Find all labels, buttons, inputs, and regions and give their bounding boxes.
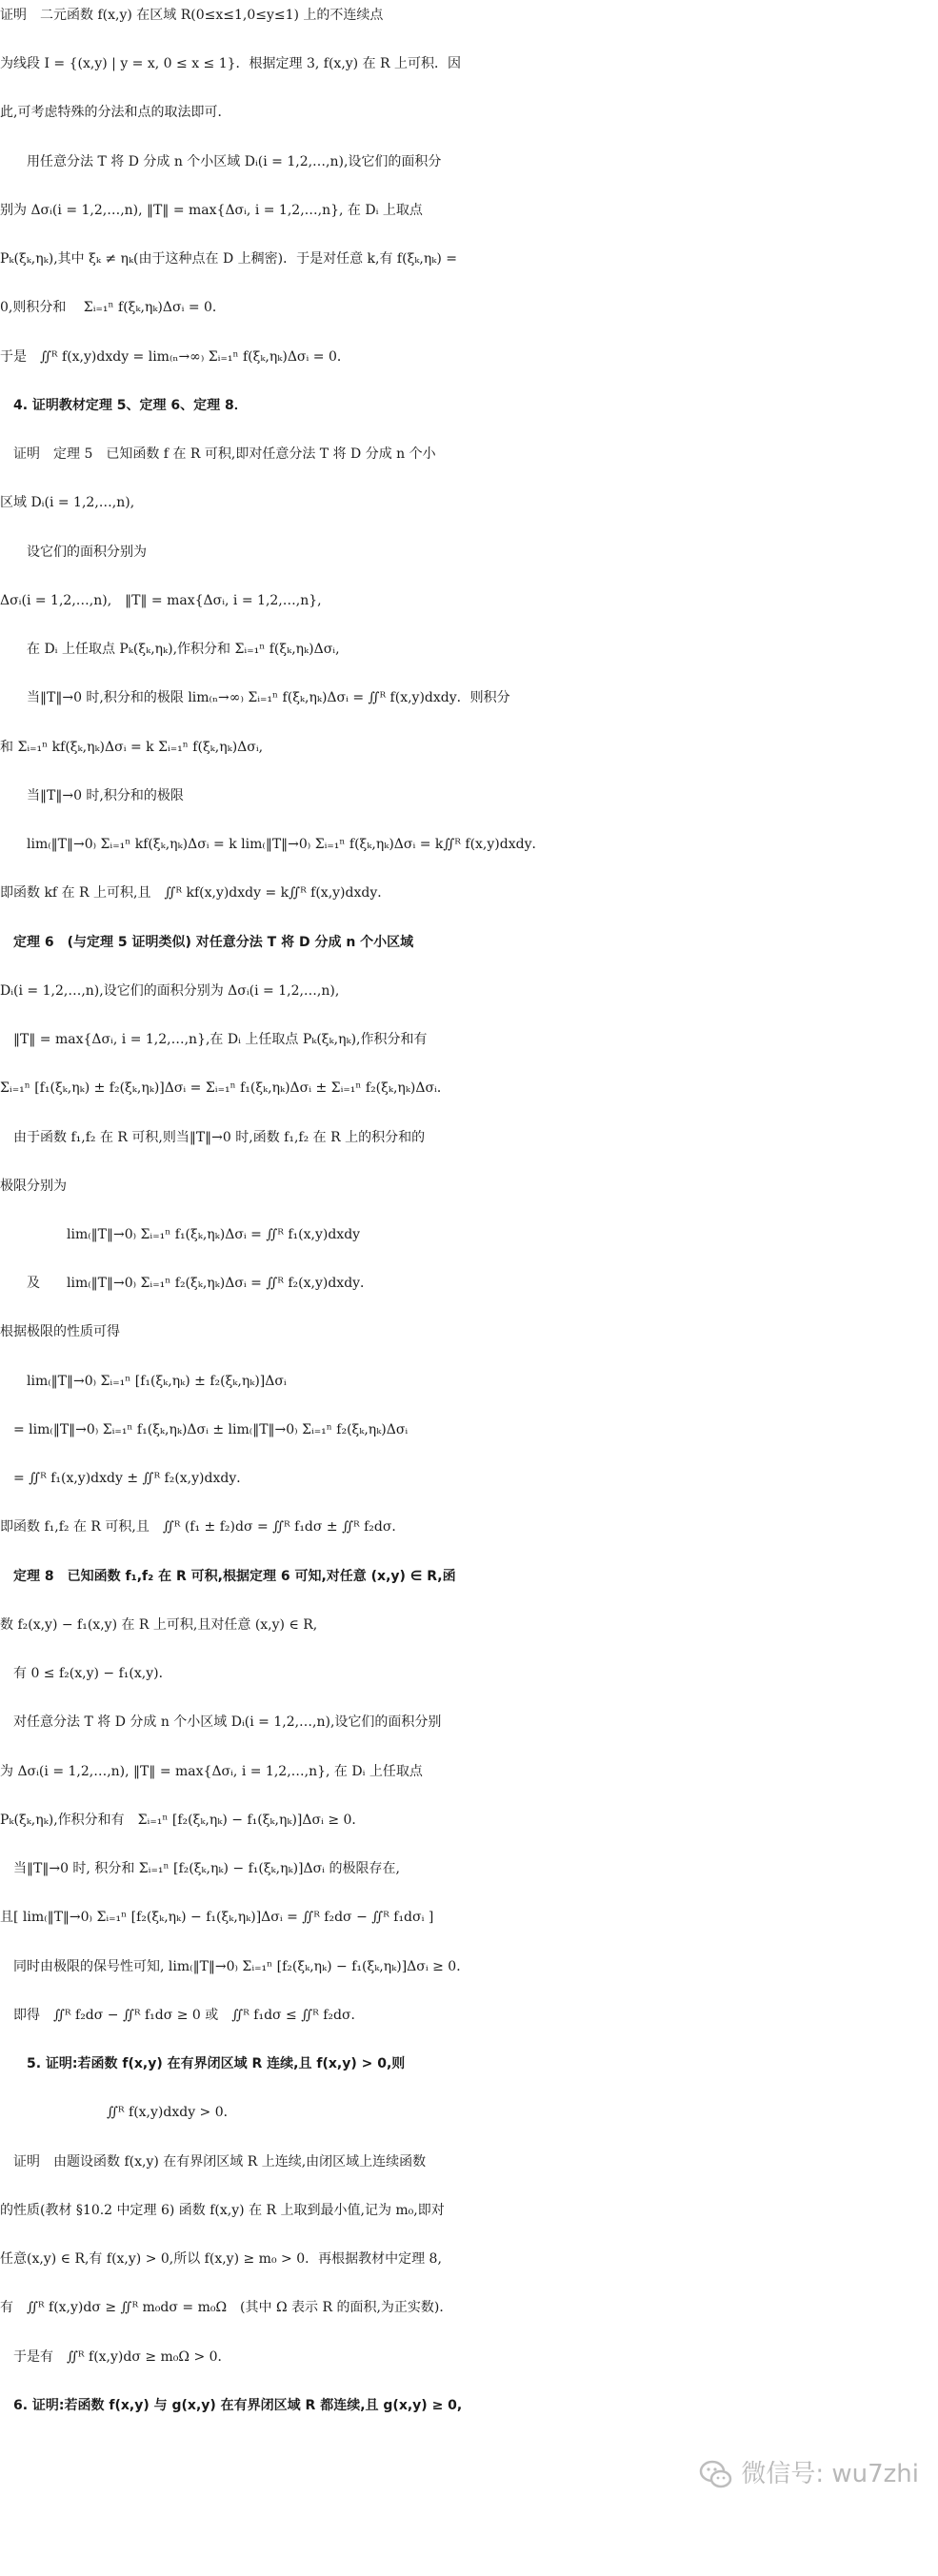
formula-line: = ∬ᴿ f₁(x,y)dxdy ± ∬ᴿ f₂(x,y)dxdy．: [0, 1471, 250, 1487]
text-line: 设它们的面积分别为: [0, 544, 147, 560]
text-line: 区域 Dᵢ(i = 1,2,…,n),: [0, 495, 135, 511]
text-line: 别为 Δσᵢ(i = 1,2,…,n), ‖T‖ = max{Δσᵢ, i = 1,2,…,n}, 在 Dᵢ 上取点: [0, 202, 423, 218]
formula-line: 有 ∬ᴿ f(x,y)dσ ≥ ∬ᴿ m₀dσ = m₀Ω (其中 Ω 表示 R 的面积,为正实数)．: [0, 2300, 453, 2316]
formula-line: 即得 ∬ᴿ f₂dσ − ∬ᴿ f₁dσ ≥ 0 或 ∬ᴿ f₁dσ ≤ ∬ᴿ f₂dσ．: [0, 2007, 365, 2023]
text-line: 由于函数 f₁,f₂ 在 R 可积,则当‖T‖→0 时,函数 f₁,f₂ 在 R 上的积分和的: [0, 1129, 426, 1145]
formula-line: 及 lim₍‖T‖→0₎ Σᵢ₌₁ⁿ f₂(ξₖ,ηₖ)Δσᵢ = ∬ᴿ f₂(x,y)dxdy．: [0, 1276, 374, 1292]
text-line: 根据极限的性质可得: [0, 1324, 120, 1340]
formula-line: lim₍‖T‖→0₎ Σᵢ₌₁ⁿ f₁(ξₖ,ηₖ)Δσᵢ = ∬ᴿ f₁(x,y)dxdy: [0, 1227, 361, 1242]
watermark: [699, 2456, 919, 2493]
text-line: 证明 由题设函数 f(x,y) 在有界闭区域 R 上连续,由闭区域上连续函数: [0, 2153, 427, 2170]
text-line: 证明 定理 5 已知函数 f 在 R 可积,即对任意分法 T 将 D 分成 n 个小: [0, 446, 436, 463]
formula-line: 当‖T‖→0 时,积分和的极限 lim₍ₙ→∞₎ Σᵢ₌₁ⁿ f(ξₖ,ηₖ)Δσᵢ = ∬ᴿ f(x,y)dxdy．则积分: [0, 690, 510, 706]
section-heading: 6. 证明:若函数 f(x,y) 与 g(x,y) 在有界闭区域 R 都连续,且 g(x,y) ≥ 0,: [0, 2397, 463, 2413]
text-line: 数 f₂(x,y) − f₁(x,y) 在 R 上可积,且对任意 (x,y) ∈ R,: [0, 1616, 318, 1633]
text-line: ‖T‖ = max{Δσᵢ, i = 1,2,…,n},在 Dᵢ 上任取点 Pₖ(ξₖ,ηₖ),作积分和有: [0, 1032, 428, 1048]
formula-line: 即函数 kf 在 R 上可积,且 ∬ᴿ kf(x,y)dxdy = k∬ᴿ f(x,y)dxdy．: [0, 885, 391, 902]
formula-line: ∬ᴿ f(x,y)dxdy > 0．: [0, 2105, 237, 2121]
section-heading: 5. 证明:若函数 f(x,y) 在有界闭区域 R 连续,且 f(x,y) > 0,则: [0, 2056, 406, 2072]
formula-line: 于是有 ∬ᴿ f(x,y)dσ ≥ m₀Ω > 0．: [0, 2348, 231, 2365]
text-line: Dᵢ(i = 1,2,…,n),设它们的面积分别为 Δσᵢ(i = 1,2,…,n),: [0, 982, 340, 999]
formula-line: 且[ lim₍‖T‖→0₎ Σᵢ₌₁ⁿ [f₂(ξₖ,ηₖ) − f₁(ξₖ,ηₖ)]Δσᵢ = ∬ᴿ f₂dσ − ∬ᴿ f₁dσᵢ ]: [0, 1910, 434, 1926]
formula-line: = lim₍‖T‖→0₎ Σᵢ₌₁ⁿ f₁(ξₖ,ηₖ)Δσᵢ ± lim₍‖T‖→0₎ Σᵢ₌₁ⁿ f₂(ξₖ,ηₖ)Δσᵢ: [0, 1421, 409, 1437]
formula-line: 和 Σᵢ₌₁ⁿ kf(ξₖ,ηₖ)Δσᵢ = k Σᵢ₌₁ⁿ f(ξₖ,ηₖ)Δσᵢ,: [0, 739, 264, 755]
formula-line: 于是 ∬ᴿ f(x,y)dxdy = lim₍ₙ→∞₎ Σᵢ₌₁ⁿ f(ξₖ,ηₖ)Δσᵢ = 0．: [0, 348, 350, 365]
text-line: 为线段 I = {(x,y) | y = x, 0 ≤ x ≤ 1}．根据定理 3, f(x,y) 在 R 上可积．因: [0, 56, 462, 72]
text-line: 任意(x,y) ∈ R,有 f(x,y) > 0,所以 f(x,y) ≥ m₀ > 0．再根据教材中定理 8,: [0, 2251, 442, 2268]
formula-line: lim₍‖T‖→0₎ Σᵢ₌₁ⁿ kf(ξₖ,ηₖ)Δσᵢ = k lim₍‖T‖→0₎ Σᵢ₌₁ⁿ f(ξₖ,ηₖ)Δσᵢ = k∬ᴿ f(x,y)dxdy．: [0, 837, 546, 853]
text-line: 为 Δσᵢ(i = 1,2,…,n), ‖T‖ = max{Δσᵢ, i = 1,2,…,n}, 在 Dᵢ 上任取点: [0, 1763, 423, 1779]
formula-line: 当‖T‖→0 时, 积分和 Σᵢ₌₁ⁿ [f₂(ξₖ,ηₖ) − f₁(ξₖ,ηₖ)]Δσᵢ 的极限存在,: [0, 1861, 400, 1877]
formula-line: 即函数 f₁,f₂ 在 R 可积,且 ∬ᴿ (f₁ ± f₂)dσ = ∬ᴿ f₁dσ ± ∬ᴿ f₂dσ．: [0, 1519, 406, 1536]
text-line: Pₖ(ξₖ,ηₖ),其中 ξₖ ≠ ηₖ(由于这种点在 D 上稠密)．于是对任意 k,有 f(ξₖ,ηₖ) =: [0, 251, 457, 268]
watermark-text: 微信号: wu7zhi: [741, 2460, 919, 2488]
formula-line: Σᵢ₌₁ⁿ [f₁(ξₖ,ηₖ) ± f₂(ξₖ,ηₖ)]Δσᵢ = Σᵢ₌₁ⁿ f₁(ξₖ,ηₖ)Δσᵢ ± Σᵢ₌₁ⁿ f₂(ξₖ,ηₖ)Δσᵢ．: [0, 1080, 450, 1097]
wechat-icon: [699, 2458, 733, 2492]
text-line: 有 0 ≤ f₂(x,y) − f₁(x,y)．: [0, 1666, 172, 1682]
text-line: 用任意分法 T 将 D 分成 n 个小区域 Dᵢ(i = 1,2,…,n),设它们的面积分: [0, 153, 442, 169]
text-line: 证明 二元函数 f(x,y) 在区域 R(0≤x≤1,0≤y≤1) 上的不连续点: [0, 8, 384, 23]
text-line: 当‖T‖→0 时,积分和的极限: [0, 787, 184, 803]
formula-line: 在 Dᵢ 上任取点 Pₖ(ξₖ,ηₖ),作积分和 Σᵢ₌₁ⁿ f(ξₖ,ηₖ)Δσᵢ,: [0, 642, 340, 658]
formula-line: lim₍‖T‖→0₎ Σᵢ₌₁ⁿ [f₁(ξₖ,ηₖ) ± f₂(ξₖ,ηₖ)]Δσᵢ: [0, 1373, 287, 1389]
text-line: 极限分别为: [0, 1178, 67, 1194]
formula-line: 同时由极限的保号性可知, lim₍‖T‖→0₎ Σᵢ₌₁ⁿ [f₂(ξₖ,ηₖ) − f₁(ξₖ,ηₖ)]Δσᵢ ≥ 0．: [0, 1958, 470, 1974]
text-line: 对任意分法 T 将 D 分成 n 个小区域 Dᵢ(i = 1,2,…,n),设它们的面积分别: [0, 1714, 442, 1731]
text-line: 的性质(教材 §10.2 中定理 6) 函数 f(x,y) 在 R 上取到最小值,记为 m₀,即对: [0, 2202, 445, 2218]
text-line: 此,可考虑特殊的分法和点的取法即可．: [0, 105, 231, 121]
formula-line: Δσᵢ(i = 1,2,…,n), ‖T‖ = max{Δσᵢ, i = 1,2,…,n},: [0, 592, 322, 608]
formula-line: Pₖ(ξₖ,ηₖ),作积分和有 Σᵢ₌₁ⁿ [f₂(ξₖ,ηₖ) − f₁(ξₖ,ηₖ)]Δσᵢ ≥ 0．: [0, 1812, 366, 1828]
section-heading: 定理 6 (与定理 5 证明类似) 对任意分法 T 将 D 分成 n 个小区域: [0, 934, 414, 950]
section-heading: 4. 证明教材定理 5、定理 6、定理 8．: [0, 397, 248, 413]
formula-line: 0,则积分和 Σᵢ₌₁ⁿ f(ξₖ,ηₖ)Δσᵢ = 0．: [0, 300, 226, 316]
section-heading: 定理 8 已知函数 f₁,f₂ 在 R 可积,根据定理 6 可知,对任意 (x,y) ∈ R,函: [0, 1568, 456, 1584]
